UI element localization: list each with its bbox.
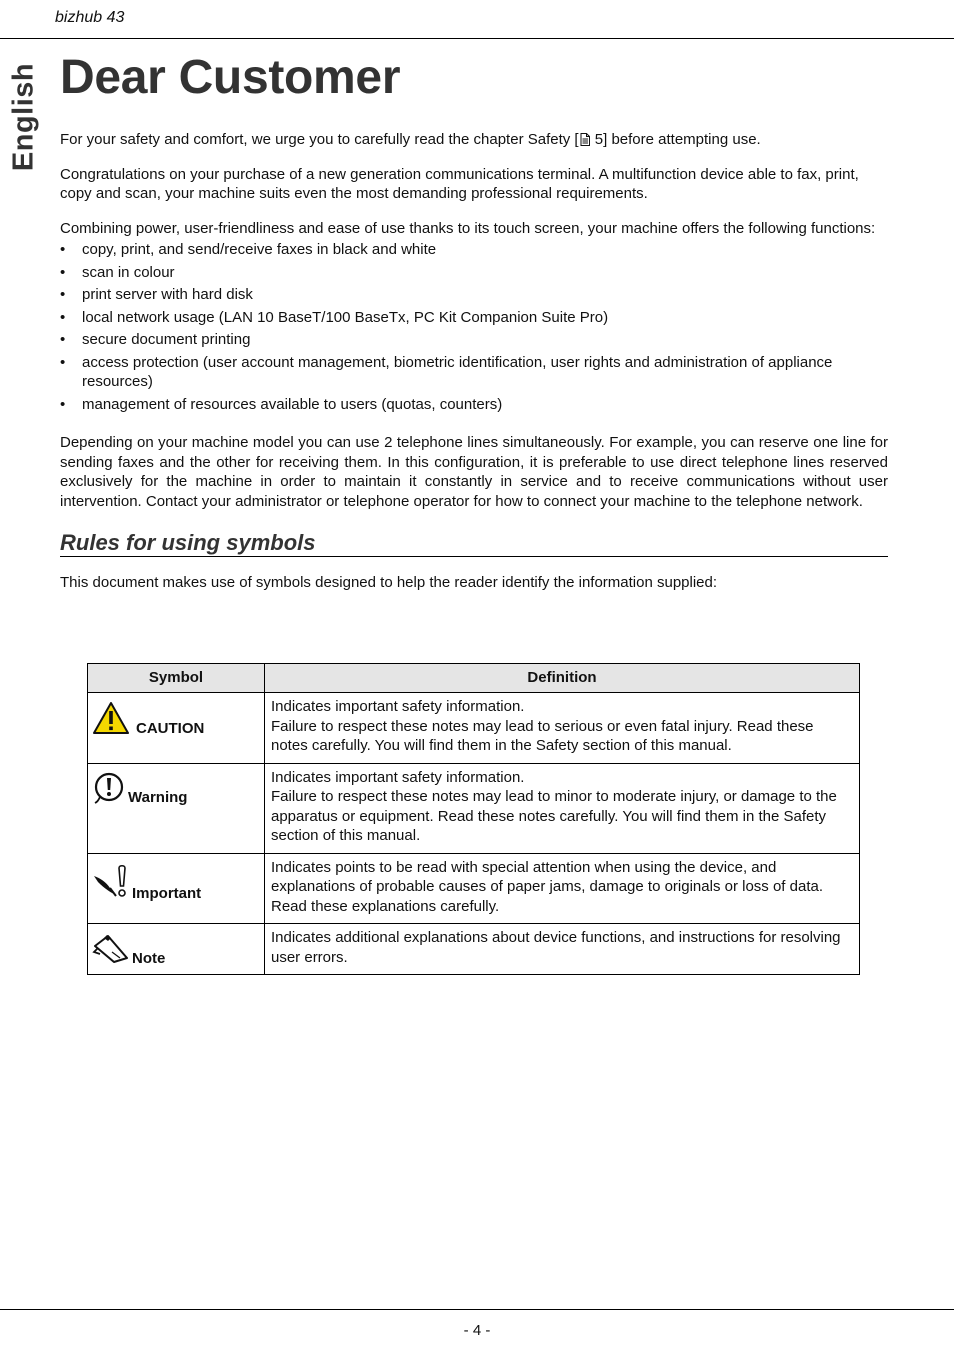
feature-list <box>60 240 888 414</box>
symbol-label: Note <box>132 949 166 967</box>
list-item: • access protection (user account management, biometric identification, user rights and administration of appliance resources) <box>60 353 888 392</box>
symbol-cell <box>88 693 265 764</box>
functions-intro: Combining power, user-friendliness and ease of use thanks to its touch screen, your machine offers the following functions: <box>60 219 876 237</box>
list-item: • secure document printing <box>60 330 888 350</box>
table-row <box>88 693 860 764</box>
language-tab <box>8 62 40 172</box>
column-header-symbol: Symbol <box>88 664 265 693</box>
column-header-definition: Definition <box>265 664 860 693</box>
symbols-table <box>87 663 860 975</box>
header-rule <box>0 38 954 39</box>
list-item: • copy, print, and send/receive faxes in black and white <box>60 240 888 260</box>
important-pen-icon <box>92 862 130 900</box>
section-title: Rules for using symbols <box>60 533 888 557</box>
definition-cell: Indicates important safety information. Failure to respect these notes may lead to serious or even fatal injury. Read these notes carefully. You will find them in the Safety section of this manual. <box>265 693 860 764</box>
definition-cell: Indicates additional explanations about device functions, and instructions for resolving user errors. <box>265 924 860 975</box>
page-title: Dear Customer <box>60 51 401 104</box>
symbol-cell <box>88 763 265 853</box>
list-item: • management of resources available to users (quotas, counters) <box>60 395 888 415</box>
warning-circle-icon <box>92 772 126 804</box>
symbol-label: Important <box>132 885 202 902</box>
list-item: • print server with hard disk <box>60 285 888 305</box>
safety-paragraph: For your safety and comfort, we urge you to carefully read the chapter Safety [ 5] before attempting use. <box>60 131 761 148</box>
note-clipboard-icon <box>92 932 130 964</box>
page-body <box>60 130 888 607</box>
table-row <box>88 853 860 924</box>
section-intro: This document makes use of symbols designed to help the reader identify the information supplied: <box>60 573 718 591</box>
definition-cell: Indicates points to be read with special attention when using the device, and explanations of probable causes of paper jams, damage to originals or loss of data. Read these explanations carefully. <box>265 853 860 924</box>
header-title: bizhub 43 <box>55 9 125 26</box>
symbol-cell <box>88 853 265 924</box>
symbol-label: CAUTION <box>136 719 205 737</box>
page-reference-icon <box>580 133 590 146</box>
language-tab-label: English <box>7 62 40 172</box>
congrats-paragraph: Congratulations on your purchase of a new generation communications terminal. A multifunction device able to fax, print, copy and scan, your machine suits even the most demanding professional requirements. <box>60 165 859 202</box>
telephone-lines-paragraph: Depending on your machine model you can use 2 telephone lines simultaneously. For example, you can reserve one line for sending faxes and the other for receiving them. In this configuration, it is preferable to use direct telephone lines reserved exclusively for the machine in order to maintain it constantly in service and to receive communications without user intervention. Contact your administrator or telephone operator for how to connect your machine to the telephone network. <box>60 434 888 510</box>
list-item: • scan in colour <box>60 263 888 283</box>
table-row <box>88 763 860 853</box>
safety-chapter-link[interactable]: 5 <box>594 131 604 148</box>
definition-cell: Indicates important safety information. Failure to respect these notes may lead to minor to moderate injury, or damage to the apparatus or equipment. Read these notes carefully. You will find them in the Safety section of this manual. <box>265 763 860 853</box>
page-number: - 4 - <box>463 1322 491 1339</box>
caution-triangle-icon <box>92 701 130 735</box>
table-row <box>88 924 860 975</box>
footer-rule <box>0 1309 954 1310</box>
symbol-label: Warning <box>128 789 188 806</box>
table-header-row <box>88 664 860 693</box>
symbol-cell <box>88 924 265 975</box>
list-item: • local network usage (LAN 10 BaseT/100 BaseTx, PC Kit Companion Suite Pro) <box>60 308 888 328</box>
